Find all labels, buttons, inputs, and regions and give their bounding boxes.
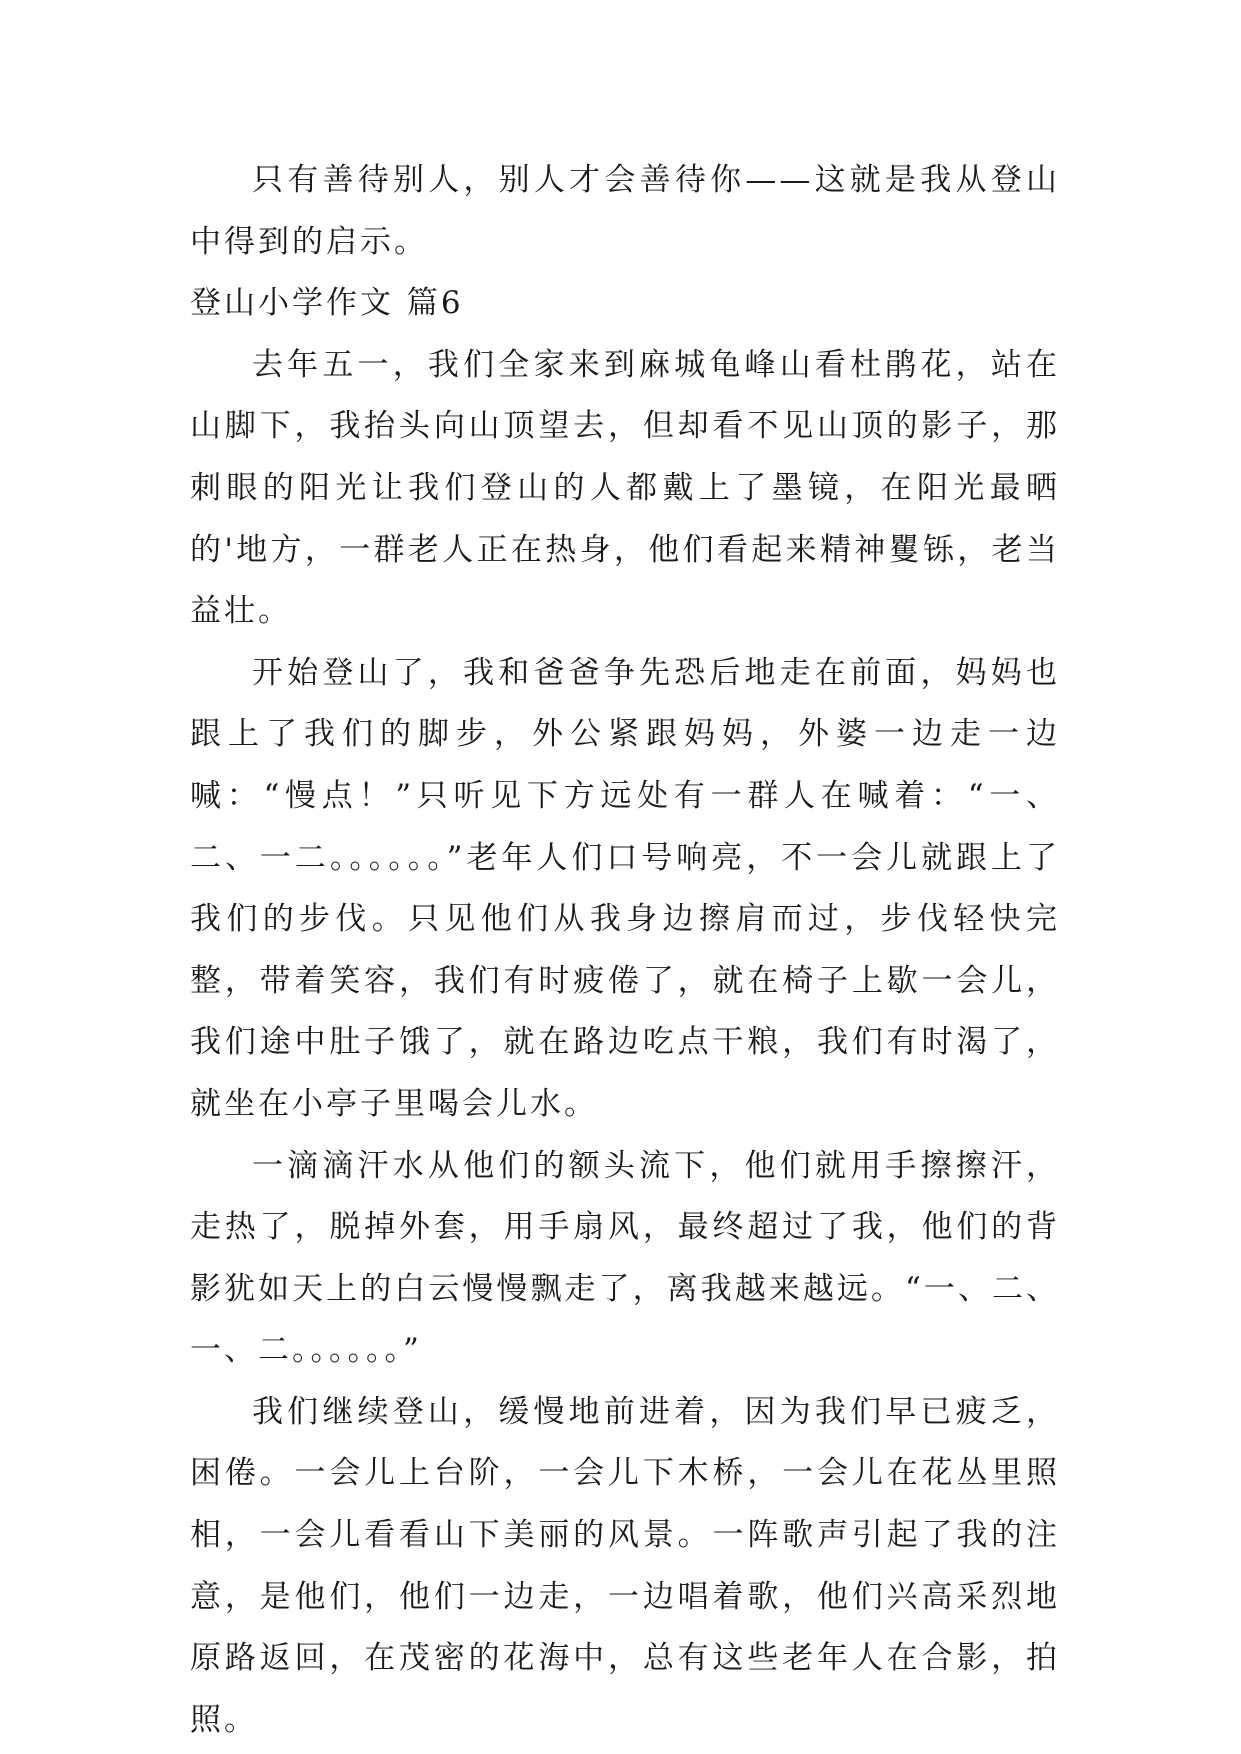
section-heading: 登山小学作文 篇6 xyxy=(190,285,464,322)
paragraph-start-climb: 开始登山了，我和爸爸争先恐后地走在前面，妈妈也跟上了我们的脚步，外公紧跟妈妈，外婆一边走一边喊：“慢点！”只听见下方远处有一群人在喊着：“一、二、一二。。。。。。”老年人们口号响亮，不一会儿就跟上了我们的步伐。只见他们从我身边擦肩而过，步伐轻快完整，带着笑容，我们有时疲倦了，就在椅子上歇一会儿，我们途中肚子饿了，就在路边吃点干粮，我们有时渴了，就坐在小亭子里喝会儿水。 xyxy=(190,654,1060,1122)
document-page xyxy=(190,150,1060,1751)
paragraph-intro: 去年五一，我们全家来到麻城龟峰山看杜鹃花，站在山脚下，我抬头向山顶望去，但却看不见山顶的影子，那刺眼的阳光让我们登山的人都戴上了墨镜，在阳光最晒的'地方，一群老人正在热身，他们看起来精神矍铄，老当益壮。 xyxy=(190,346,1060,630)
paragraph-conclusion: 只有善待别人，别人才会善待你——这就是我从登山中得到的启示。 xyxy=(190,162,1060,260)
paragraph-sweat: 一滴滴汗水从他们的额头流下，他们就用手擦擦汗，走热了，脱掉外套，用手扇风，最终超过了我，他们的背影犹如天上的白云慢慢飘走了，离我越来越远。“一、二、一、二。。。。。。” xyxy=(190,1147,1060,1369)
paragraph-continue: 我们继续登山，缓慢地前进着，因为我们早已疲乏，困倦。一会儿上台阶，一会儿下木桥，一会儿在花丛里照相，一会儿看看山下美丽的风景。一阵歌声引起了我的注意，是他们，他们一边走，一边唱着歌，他们兴高采烈地原路返回，在茂密的花海中，总有这些老年人在合影，拍照。 xyxy=(190,1393,1060,1738)
